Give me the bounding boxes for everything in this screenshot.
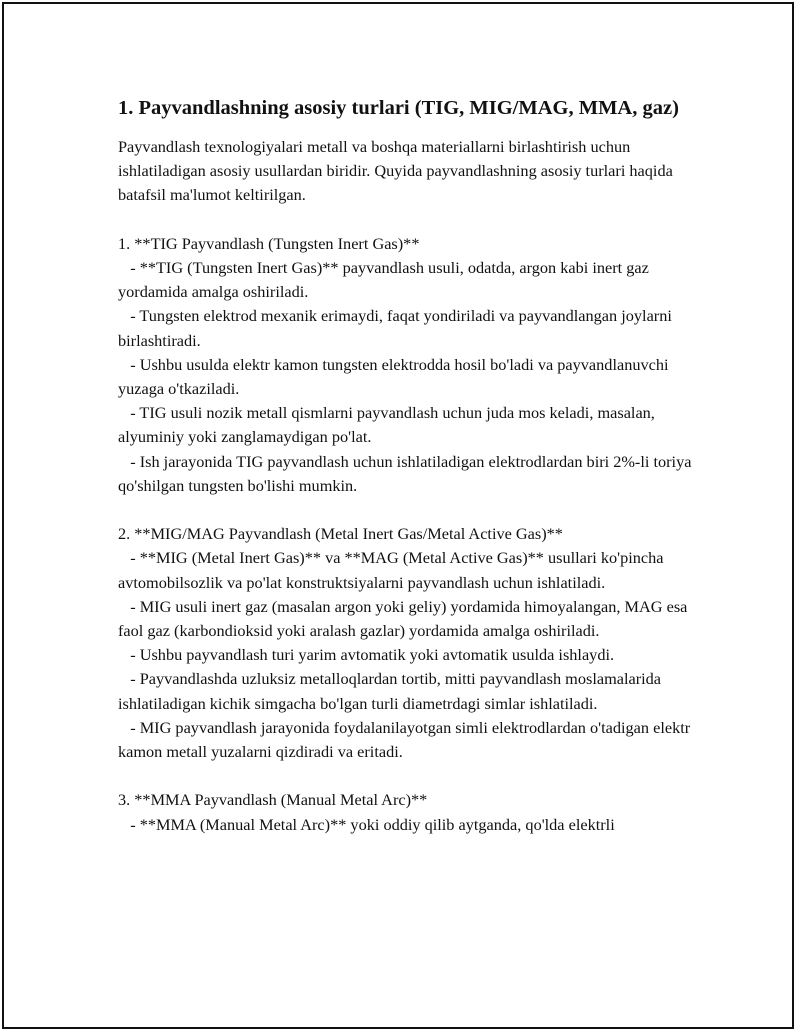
list-item: - **MMA (Manual Metal Arc)** yoki oddiy qilib aytganda, qo'lda elektrli: [118, 814, 615, 834]
list-item: - MIG payvandlash jarayonida foydalanilayotgan simli elektrodlardan o'tadigan elektr kamon metall yuzalarni qizdiradi va eritadi.: [118, 717, 695, 762]
list-item: - Ushbu payvandlash turi yarim avtomatik yoki avtomatik usulda ishlaydi.: [118, 645, 615, 665]
section-title: 1. **TIG Payvandlash (Tungsten Inert Gas)**: [118, 233, 420, 253]
list-item: - MIG usuli inert gaz (masalan argon yoki geliy) yordamida himoyalangan, MAG esa faol gaz (karbondioksid yoki aralash gazlar) yordamida amalga oshiriladi.: [118, 596, 692, 641]
mma-section: [118, 788, 693, 836]
spacer: [118, 498, 693, 522]
list-item: - Tungsten elektrod mexanik erimaydi, faqat yondiriladi va payvandlangan joylarni birlashtiradi.: [118, 306, 676, 350]
spacer: [118, 764, 693, 788]
tig-section: [118, 232, 696, 498]
list-item: - Payvandlashda uzluksiz metalloqlardan tortib, mitti payvandlash moslamalarida ishlatiladigan kichik simgacha bo'lgan turli diametrdagi simlar ishlatiladi.: [118, 669, 666, 713]
list-item: - Ushbu usulda elektr kamon tungsten elektrodda hosil bo'ladi va payvandlanuvchi yuzaga o'tkaziladi.: [118, 354, 673, 399]
section-heading: 1. Payvandlashning asosiy turlari (TIG, MIG/MAG, MMA, gaz): [118, 97, 679, 119]
list-item: - TIG usuli nozik metall qismlarni payvandlash uchun juda mos keladi, masalan, alyuminiy yoki zanglamaydigan po'lat.: [118, 403, 659, 447]
list-item: - **MIG (Metal Inert Gas)** va **MAG (Metal Active Gas)** usullari ko'pincha avtomobilsozlik va po'lat konstruktsiyalarni payvandlash uchun ishlatiladi.: [118, 548, 668, 592]
list-item: - **TIG (Tungsten Inert Gas)** payvandlash usuli, odatda, argon kabi inert gaz yordamida amalga oshiriladi.: [118, 258, 653, 302]
intro-paragraph: Payvandlash texnologiyalari metall va boshqa materiallarni birlashtirish uchun ishlatiladigan asosiy usullardan biridir. Quyida payvandlashning asosiy turlari haqida batafsil ma'lumot keltirilgan.: [118, 137, 673, 205]
spacer: [118, 208, 693, 232]
section-title: 3. **MMA Payvandlash (Manual Metal Arc)**: [118, 790, 428, 810]
mig-mag-section: [118, 522, 693, 764]
document-body: [118, 94, 696, 837]
list-item: - Ish jarayonida TIG payvandlash uchun ishlatiladigan elektrodlardan biri 2%-li toriya qo'shilgan tungsten bo'lishi mumkin.: [118, 451, 696, 495]
section-title: 2. **MIG/MAG Payvandlash (Metal Inert Gas/Metal Active Gas)**: [118, 524, 563, 544]
